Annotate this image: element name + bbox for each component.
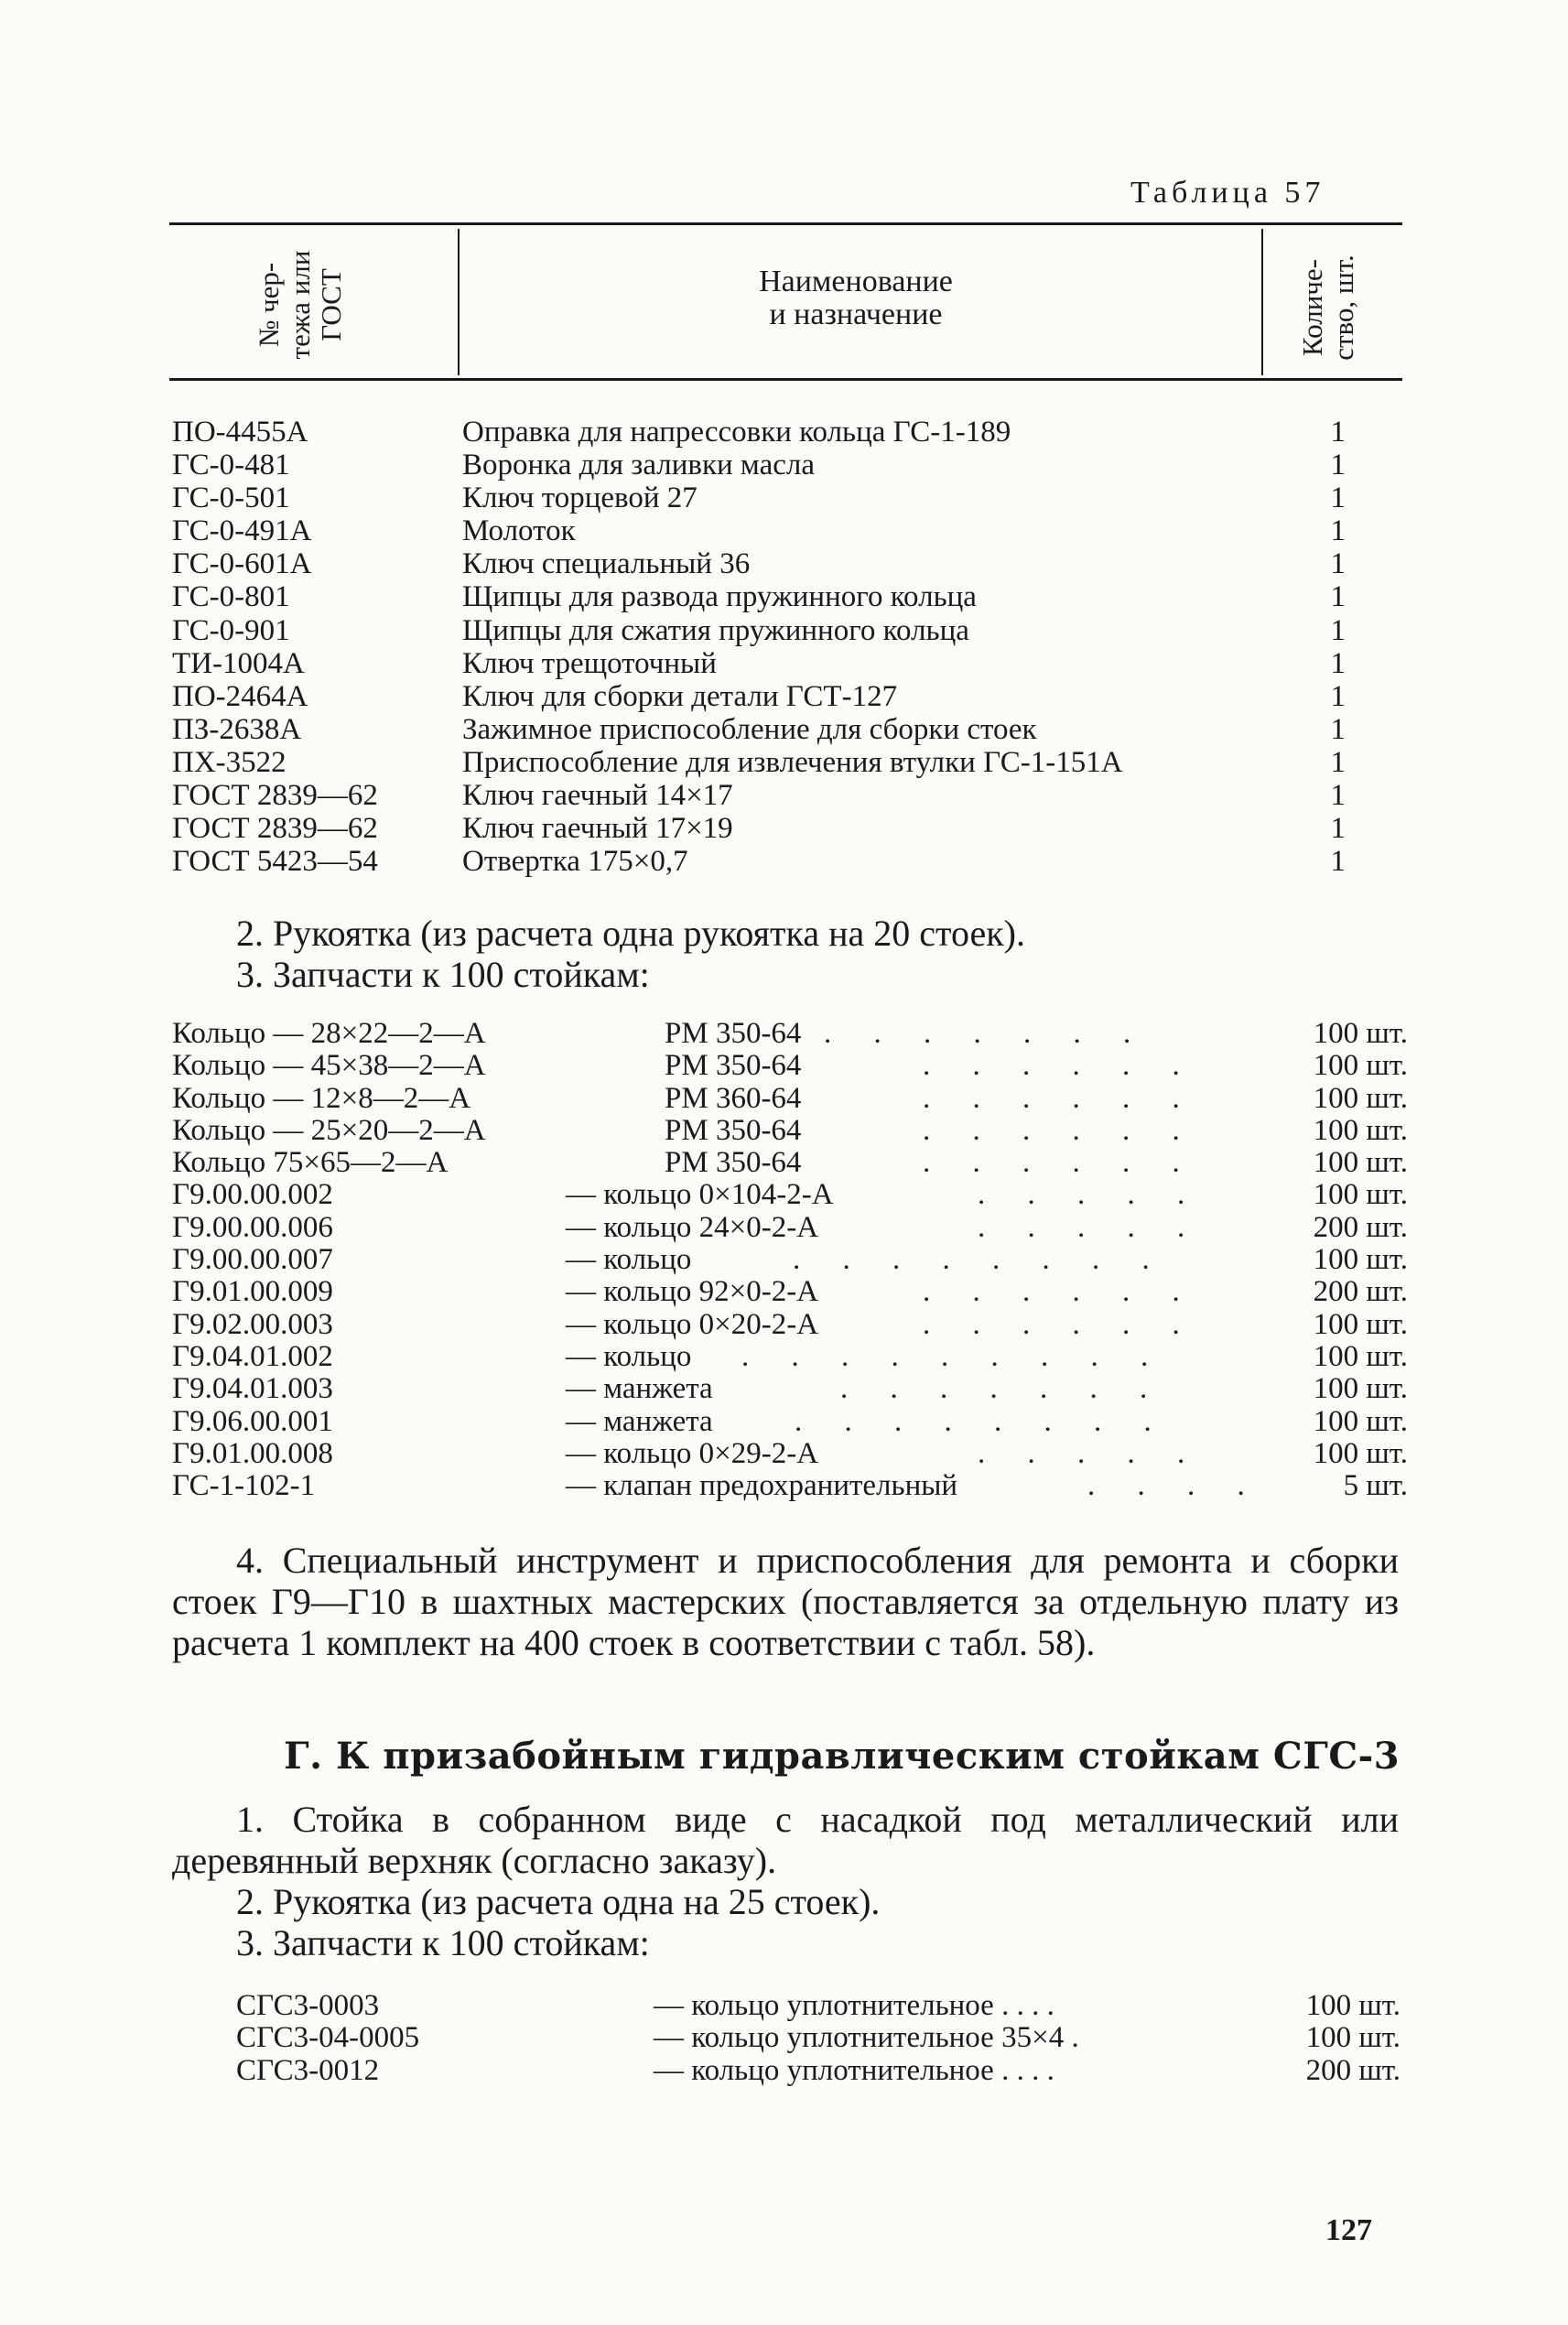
spare-part-desc: — кольцо уплотнительное . . . . xyxy=(654,2053,1054,2087)
spare-part-qty: 100 шт. xyxy=(1313,1339,1408,1373)
spare-part-desc: РМ 350-64 xyxy=(665,1017,802,1050)
table-cell-name: Ключ трещоточный xyxy=(462,646,717,680)
table-header-bottom-rule xyxy=(169,378,1402,381)
table-cell-code: ГС-0-601А xyxy=(172,547,312,581)
leader-dots: . . . . . . xyxy=(923,1049,1197,1083)
leader-dots: . . . . . . xyxy=(923,1081,1197,1115)
leader-dots: . . . . . . . . xyxy=(795,1404,1169,1438)
spare-part-qty: 100 шт. xyxy=(1305,2021,1400,2055)
list-item xyxy=(236,2055,1400,2087)
table-cell-name: Ключ специальный 36 xyxy=(462,547,751,581)
list-item xyxy=(172,1244,1408,1276)
list-item xyxy=(236,2022,1400,2054)
table-col-qty xyxy=(1309,416,1346,878)
spare-part-desc: — манжета xyxy=(566,1372,713,1406)
table-cell-qty: 1 xyxy=(1330,547,1346,581)
leader-dots: . . . . . . . . xyxy=(793,1243,1167,1277)
spare-part-desc: — кольцо xyxy=(566,1339,692,1373)
table-cell-code: ПО-4455А xyxy=(172,416,308,449)
spare-part-code: Г9.01.00.008 xyxy=(172,1436,333,1470)
table-cell-name: Щипцы для развода пружинного кольца xyxy=(462,580,977,614)
table-col-divider-2 xyxy=(1261,229,1263,375)
list-item xyxy=(172,1115,1408,1147)
table-cell-qty: 1 xyxy=(1330,712,1346,746)
spare-part-qty: 200 шт. xyxy=(1305,2053,1400,2087)
spare-part-qty: 100 шт. xyxy=(1313,1113,1408,1147)
spare-part-code: Г9.00.00.007 xyxy=(172,1243,333,1277)
paragraph-4: 4. Специальный инструмент и приспособления для ремонта и сборки стоек Г9—Г10 в шахтных мастерских (поставляется за отдельную плату из расчета 1 комплект на 400 стоек в соответствии с табл. 58). xyxy=(172,1540,1399,1663)
spare-part-code: СГС3-04-0005 xyxy=(236,2021,420,2055)
list-item xyxy=(172,1083,1408,1115)
spare-part-qty: 100 шт. xyxy=(1313,1307,1408,1341)
spare-part-qty: 200 шт. xyxy=(1313,1210,1408,1244)
leader-dots: . . . . . xyxy=(978,1178,1203,1212)
spare-part-code: Г9.01.00.009 xyxy=(172,1275,333,1309)
table-cell-code: ПХ-3522 xyxy=(172,745,287,779)
list-item xyxy=(172,1018,1408,1050)
table-cell-code: ГС-0-501 xyxy=(172,481,290,515)
spare-part-qty: 200 шт. xyxy=(1313,1275,1408,1309)
list-item xyxy=(172,1341,1408,1373)
leader-dots: . . . . . . . xyxy=(840,1372,1165,1406)
table-cell-name: Ключ гаечный 14×17 xyxy=(462,779,733,813)
spare-parts-list-2 xyxy=(236,1990,1400,2087)
table-cell-name: Воронка для заливки масла xyxy=(462,449,815,482)
list-item xyxy=(172,1373,1408,1405)
leader-dots: . . . . xyxy=(1087,1469,1262,1503)
table-cell-code: ПО-2464А xyxy=(172,679,308,713)
table-cell-qty: 1 xyxy=(1330,812,1346,846)
table-caption: Таблица 57 xyxy=(1130,176,1325,210)
table-cell-code: ГОСТ 2839—62 xyxy=(172,779,378,813)
spare-part-code: Кольцо 75×65—2—А xyxy=(172,1146,449,1180)
spare-part-code: Г9.00.00.006 xyxy=(172,1210,333,1244)
spare-parts-list-1 xyxy=(172,1018,1408,1502)
table-cell-qty: 1 xyxy=(1330,745,1346,779)
table-cell-name: Ключ торцевой 27 xyxy=(462,481,697,515)
spare-part-desc: РМ 350-64 xyxy=(665,1146,802,1180)
table-cell-code: ТИ-1004А xyxy=(172,646,305,680)
spare-part-qty: 100 шт. xyxy=(1305,1989,1400,2022)
table-cell-name: Ключ гаечный 17×19 xyxy=(462,812,733,846)
header-drawing-number: № чер- тежа или ГОСТ xyxy=(253,250,347,360)
spare-part-code: СГС3-0012 xyxy=(236,2053,380,2087)
spare-part-desc: РМ 350-64 xyxy=(665,1113,802,1147)
table-cell-qty: 1 xyxy=(1330,779,1346,813)
spare-part-code: Кольцо — 12×8—2—А xyxy=(172,1081,471,1115)
list-item xyxy=(172,1470,1408,1502)
spare-part-qty: 100 шт. xyxy=(1313,1404,1408,1438)
spare-part-code: Г9.04.01.003 xyxy=(172,1372,333,1406)
spare-part-code: Кольцо — 25×20—2—А xyxy=(172,1113,486,1147)
spare-part-qty: 100 шт. xyxy=(1313,1146,1408,1180)
list-item xyxy=(172,1179,1408,1211)
spare-part-code: Кольцо — 45×38—2—А xyxy=(172,1049,486,1083)
spare-part-desc: РМ 350-64 xyxy=(665,1049,802,1083)
spare-part-desc: — кольцо 0×104-2-А xyxy=(566,1178,834,1212)
list-item xyxy=(172,1147,1408,1179)
table-cell-code: ГОСТ 2839—62 xyxy=(172,812,378,846)
table-cell-qty: 1 xyxy=(1330,449,1346,482)
table-cell-qty: 1 xyxy=(1330,845,1346,879)
spare-part-desc: — кольцо уплотнительное 35×4 . xyxy=(654,2021,1079,2055)
table-col-names xyxy=(462,416,1123,878)
list-item xyxy=(236,1990,1400,2022)
list-item xyxy=(172,1276,1408,1308)
leader-dots: . . . . . . xyxy=(923,1307,1197,1341)
table-cell-code: ГС-0-801 xyxy=(172,580,290,614)
spare-part-desc: — манжета xyxy=(566,1404,713,1438)
paragraph-2: 2. Рукоятка (из расчета одна рукоятка на 20 стоек). xyxy=(236,913,1025,954)
table-col-codes xyxy=(172,416,378,878)
table-cell-name: Ключ для сборки детали ГСТ-127 xyxy=(462,679,898,713)
table-cell-qty: 1 xyxy=(1330,646,1346,680)
table-cell-qty: 1 xyxy=(1330,679,1346,713)
table-cell-code: ГС-0-481 xyxy=(172,449,290,482)
page-number: 127 xyxy=(1325,2213,1372,2247)
table-cell-name: Приспособление для извлечения втулки ГС-1-151А xyxy=(462,745,1123,779)
table-cell-code: ПЗ-2638А xyxy=(172,712,302,746)
leader-dots: . . . . . . . . . xyxy=(741,1339,1166,1373)
list-item xyxy=(172,1406,1408,1438)
section-paragraph-1: 1. Стойка в собранном виде с насадкой под металлический или деревянный верхняк (согласно заказу). xyxy=(172,1799,1399,1881)
spare-part-qty: 100 шт. xyxy=(1313,1017,1408,1050)
spare-part-desc: — кольцо уплотнительное . . . . xyxy=(654,1989,1054,2022)
table-cell-qty: 1 xyxy=(1330,481,1346,515)
header-quantity: Количе- ство, шт. xyxy=(1296,254,1359,361)
section-heading: Г. К призабойным гидравлическим стойкам СГС-3 xyxy=(284,1735,1400,1778)
spare-part-desc: РМ 360-64 xyxy=(665,1081,802,1115)
table-cell-name: Щипцы для сжатия пружинного кольца xyxy=(462,613,969,647)
list-item xyxy=(172,1438,1408,1470)
spare-part-qty: 100 шт. xyxy=(1313,1243,1408,1277)
leader-dots: . . . . . xyxy=(978,1210,1203,1244)
table-top-rule xyxy=(169,222,1402,225)
paragraph-3: 3. Запчасти к 100 стойкам: xyxy=(236,954,650,995)
table-cell-qty: 1 xyxy=(1330,514,1346,548)
table-cell-name: Зажимное приспособление для сборки стоек xyxy=(462,712,1037,746)
spare-part-desc: — кольцо 0×29-2-А xyxy=(566,1436,819,1470)
leader-dots: . . . . . . . xyxy=(824,1017,1149,1050)
spare-part-code: ГС-1-102-1 xyxy=(172,1469,316,1503)
header-name: Наименование и назначение xyxy=(759,265,953,331)
spare-part-qty: 100 шт. xyxy=(1313,1178,1408,1212)
list-item xyxy=(172,1309,1408,1341)
spare-part-qty: 5 шт. xyxy=(1343,1469,1408,1503)
list-item xyxy=(172,1050,1408,1082)
spare-part-qty: 100 шт. xyxy=(1313,1081,1408,1115)
table-cell-name: Оправка для напрессовки кольца ГС-1-189 xyxy=(462,416,1011,449)
leader-dots: . . . . . . xyxy=(923,1113,1197,1147)
spare-part-code: СГС3-0003 xyxy=(236,1989,380,2022)
table-cell-name: Молоток xyxy=(462,514,576,548)
spare-part-code: Г9.04.01.002 xyxy=(172,1339,333,1373)
spare-part-code: Г9.00.00.002 xyxy=(172,1178,333,1212)
spare-part-qty: 100 шт. xyxy=(1313,1049,1408,1083)
leader-dots: . . . . . . xyxy=(923,1146,1197,1180)
spare-part-code: Г9.02.00.003 xyxy=(172,1307,333,1341)
table-cell-code: ГС-0-491А xyxy=(172,514,312,548)
section-paragraph-2: 2. Рукоятка (из расчета одна на 25 стоек). xyxy=(236,1881,881,1922)
leader-dots: . . . . . xyxy=(978,1436,1203,1470)
spare-part-desc: — клапан предохранительный xyxy=(566,1469,958,1503)
table-cell-code: ГОСТ 5423—54 xyxy=(172,845,378,879)
spare-part-code: Г9.06.00.001 xyxy=(172,1404,333,1438)
spare-part-code: Кольцо — 28×22—2—А xyxy=(172,1017,486,1050)
table-cell-qty: 1 xyxy=(1330,416,1346,449)
spare-part-qty: 100 шт. xyxy=(1313,1372,1408,1406)
spare-part-desc: — кольцо 0×20-2-А xyxy=(566,1307,819,1341)
spare-part-desc: — кольцо xyxy=(566,1243,692,1277)
spare-part-qty: 100 шт. xyxy=(1313,1436,1408,1470)
table-cell-qty: 1 xyxy=(1330,580,1346,614)
list-item xyxy=(172,1212,1408,1244)
spare-part-desc: — кольцо 24×0-2-А xyxy=(566,1210,819,1244)
leader-dots: . . . . . . xyxy=(923,1275,1197,1309)
spare-part-desc: — кольцо 92×0-2-А xyxy=(566,1275,819,1309)
section-paragraph-3: 3. Запчасти к 100 стойкам: xyxy=(236,1922,650,1963)
table-cell-code: ГС-0-901 xyxy=(172,613,290,647)
table-cell-name: Отвертка 175×0,7 xyxy=(462,845,688,879)
table-cell-qty: 1 xyxy=(1330,613,1346,647)
